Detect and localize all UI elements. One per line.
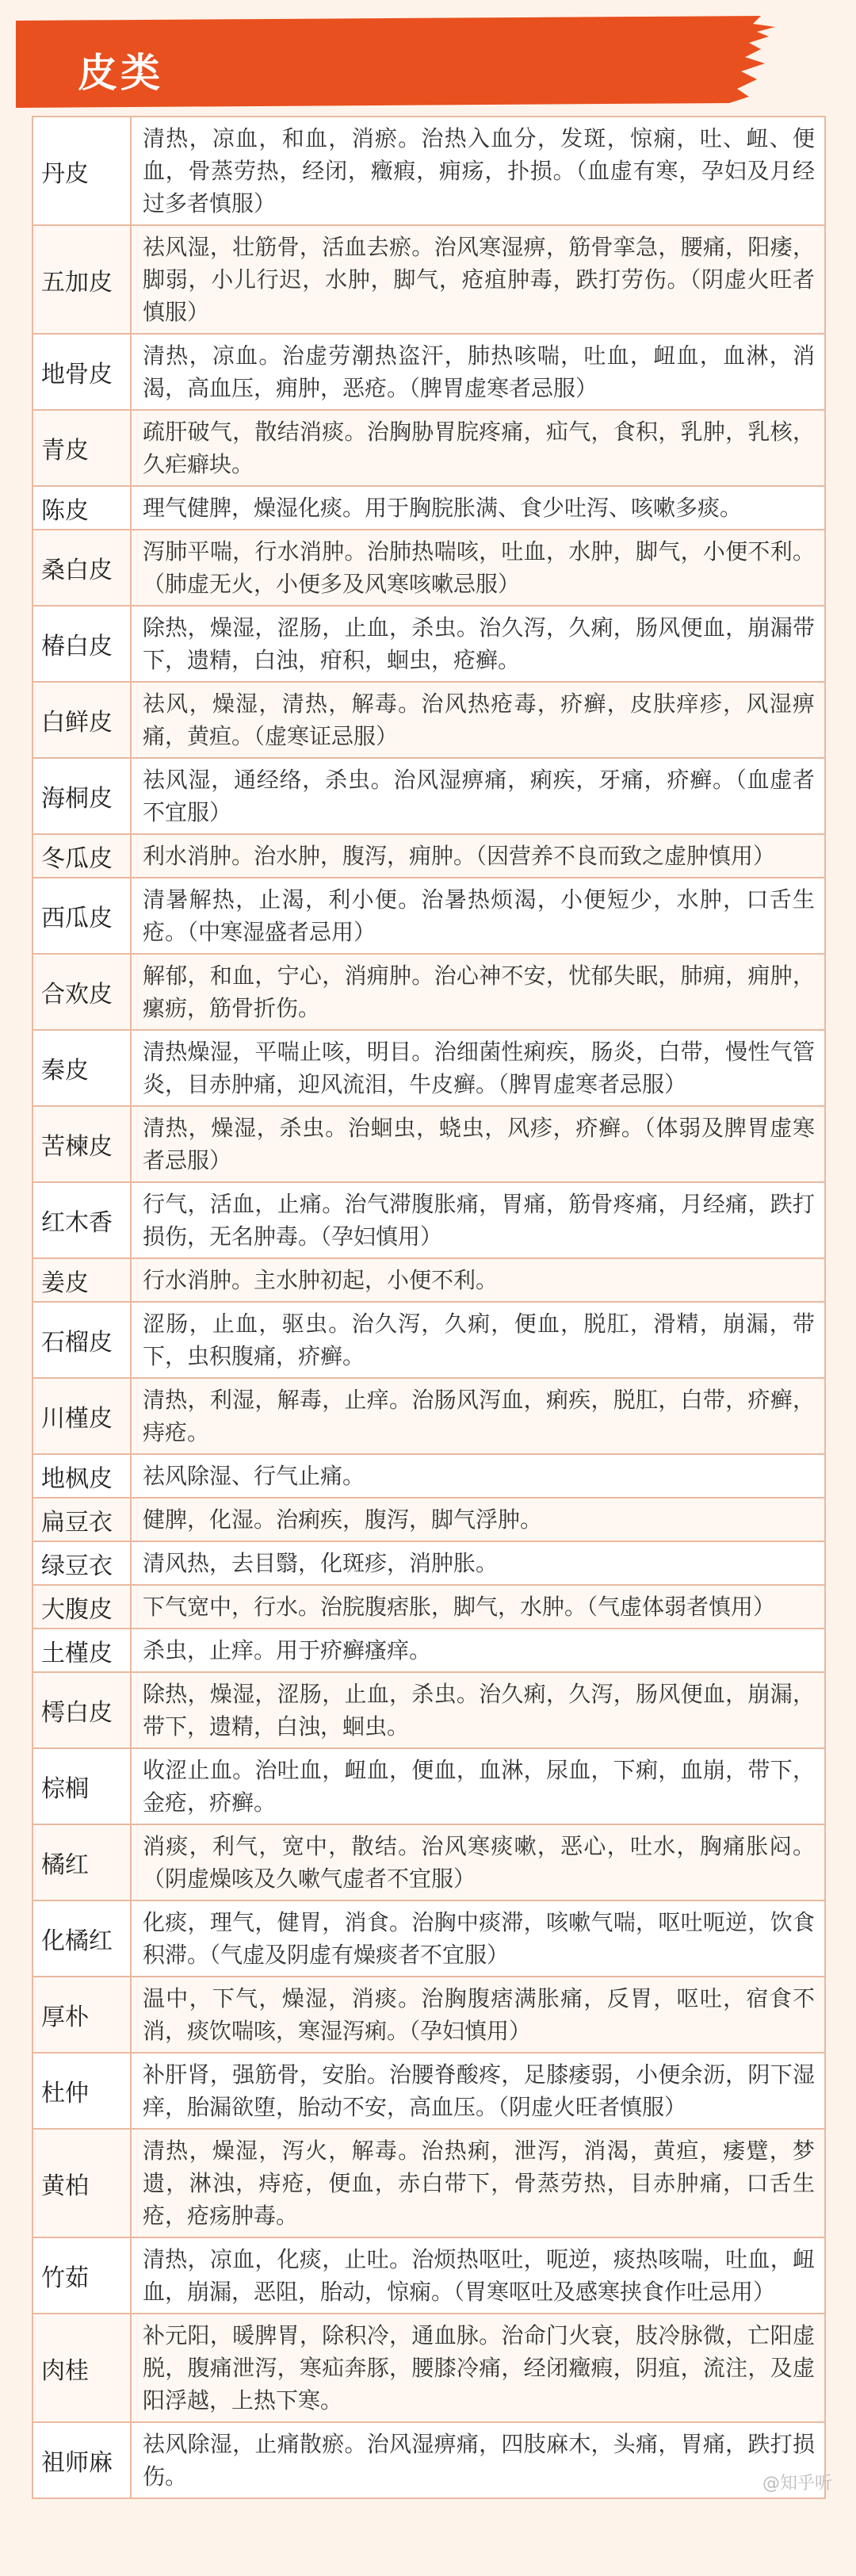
- herb-name: 竹茹: [33, 2238, 132, 2313]
- herb-description: 祛风湿，壮筋骨，活血去瘀。治风寒湿痹，筋骨挛急，腰痛，阳痿，脚弱，小儿行迟，水肿，脚气，疮疽肿毒，跌打劳伤。（阴虚火旺者慎服）: [143, 234, 815, 325]
- herb-name: 橘红: [33, 1825, 132, 1900]
- table-row: [32, 2238, 826, 2314]
- page: [0, 16, 856, 2499]
- herb-name: 五加皮: [33, 226, 132, 333]
- table-row: [32, 487, 826, 530]
- watermark: @知乎听: [762, 2474, 832, 2494]
- herb-description: 祛风湿，通经络，杀虫。治风湿痹痛，痢疾，牙痛，疥癣。（血虚者不宜服）: [143, 767, 815, 825]
- herb-description: 行水消肿。主水肿初起，小便不利。: [143, 1267, 499, 1293]
- herb-name: 扁豆衣: [33, 1499, 132, 1541]
- table-row: [32, 1673, 826, 1749]
- herb-description: 疏肝破气，散结消痰。治胸胁胃脘疼痛，疝气，食积，乳肿，乳核，久疟癖块。: [143, 419, 815, 477]
- herb-description: 化痰，理气，健胃，消食。治胸中痰滞，咳嗽气喘，呕吐呃逆，饮食积滞。（气虚及阴虚有燥痰者不宜服）: [143, 1909, 815, 1968]
- herb-description: 祛风除湿，止痛散瘀。治风湿痹痛，四肢麻木，头痛，胃痛，跌打损伤。: [143, 2431, 815, 2490]
- table-row: [32, 1901, 826, 1977]
- herb-name: 姜皮: [33, 1259, 132, 1301]
- herb-name: 樗白皮: [33, 1673, 132, 1747]
- herb-name: 椿白皮: [33, 607, 132, 681]
- herb-name: 冬瓜皮: [33, 835, 132, 877]
- herb-name: 祖师麻: [33, 2423, 132, 2498]
- herb-description: 泻肺平喘，行水消肿。治肺热喘咳，吐血，水肿，脚气，小便不利。（肺虚无火，小便多及风寒咳嗽忌服）: [143, 538, 815, 597]
- herb-name: 地骨皮: [33, 335, 132, 409]
- table-row: [32, 2054, 826, 2130]
- table-row: [32, 1379, 826, 1455]
- herb-description: 清热，凉血，化痰，止吐。治烦热呕吐，呃逆，痰热咳喘，吐血，衄血，崩漏，恶阻，胎动，惊痫。（胃寒呕吐及感寒挟食作吐忌用）: [143, 2246, 815, 2305]
- table-row: [32, 1107, 826, 1183]
- herb-description: 收涩止血。治吐血，衄血，便血，血淋，尿血，下痢，血崩，带下，金疮，疥癣。: [143, 1757, 815, 1816]
- table-row: [32, 955, 826, 1031]
- table-row: [32, 117, 826, 226]
- herb-description: 除热，燥湿，涩肠，止血，杀虫。治久泻，久痢，肠风便血，崩漏带下，遗精，白浊，疳积，蛔虫，疮癣。: [143, 614, 815, 673]
- table-row: [32, 530, 826, 607]
- herb-description: 清热，燥湿，杀虫。治蛔虫，蛲虫，风疹，疥癣。（体弱及脾胃虚寒者忌服）: [143, 1115, 815, 1173]
- table-row: [32, 1542, 826, 1586]
- herb-description: 温中，下气，燥湿，消痰。治胸腹痞满胀痛，反胃，呕吐，宿食不消，痰饮喘咳，寒湿泻痢。（孕妇慎用）: [143, 1985, 815, 2044]
- herb-name: 白鲜皮: [33, 683, 132, 757]
- herb-name: 黄柏: [33, 2130, 132, 2237]
- table-row: [32, 1749, 826, 1825]
- herb-name: 红木香: [33, 1183, 132, 1257]
- herb-description: 下气宽中，行水。治脘腹痞胀，脚气，水肿。（气虚体弱者慎用）: [143, 1594, 776, 1620]
- herb-name: 杜仲: [33, 2054, 132, 2128]
- herb-name: 地枫皮: [33, 1455, 132, 1497]
- table-row: [32, 1259, 826, 1303]
- table-row: [32, 1586, 826, 1629]
- herb-description: 清暑解热，止渴，利小便。治暑热烦渴，小便短少，水肿，口舌生疮。（中寒湿盛者忌用）: [143, 886, 815, 945]
- table-row: [32, 411, 826, 487]
- herb-name: 陈皮: [33, 487, 132, 529]
- herb-description: 消痰，利气，宽中，散结。治风寒痰嗽，恶心，吐水，胸痛胀闷。（阴虚燥咳及久嗽气虚者不宜服）: [143, 1833, 815, 1892]
- table-row: [32, 335, 826, 411]
- table-row: [32, 2130, 826, 2238]
- herb-description: 祛风除湿、行气止痛。: [143, 1463, 365, 1489]
- herb-description: 清风热，去目翳，化斑疹，消肿胀。: [143, 1550, 499, 1576]
- table-row: [32, 1455, 826, 1499]
- herb-name: 绿豆衣: [33, 1542, 132, 1584]
- herb-description: 理气健脾，燥湿化痰。用于胸脘胀满、食少吐泻、咳嗽多痰。: [143, 495, 743, 521]
- herb-name: 青皮: [33, 411, 132, 485]
- herb-description: 清热，燥湿，泻火，解毒。治热痢，泄泻，消渴，黄疸，痿躄，梦遗，淋浊，痔疮，便血，赤白带下，骨蒸劳热，目赤肿痛，口舌生疮，疮疡肿毒。: [143, 2138, 815, 2229]
- herb-description: 补元阳，暖脾胃，除积冷，通血脉。治命门火衰，肢冷脉微，亡阳虚脱，腹痛泄泻，寒疝奔豚，腰膝冷痛，经闭癥瘕，阴疽，流注，及虚阳浮越，上热下寒。: [143, 2322, 815, 2413]
- table-row: [32, 878, 826, 955]
- table-row: [32, 1499, 826, 1542]
- table-row: [32, 683, 826, 759]
- table-row: [32, 1825, 826, 1901]
- herb-name: 海桐皮: [33, 759, 132, 833]
- herb-name: 西瓜皮: [33, 878, 132, 953]
- herb-name: 化橘红: [33, 1901, 132, 1976]
- table-row: [32, 2423, 826, 2499]
- table-row: [32, 2314, 826, 2423]
- table-row: [32, 1031, 826, 1107]
- table-row: [32, 607, 826, 683]
- table-row: [32, 759, 826, 835]
- page-title: 皮类: [78, 50, 163, 96]
- header-banner: [16, 16, 856, 109]
- herb-description: 杀虫，止痒。用于疥癣瘙痒。: [143, 1637, 432, 1663]
- herb-description: 清热，凉血。治虚劳潮热盗汗，肺热咳喘，吐血，衄血，血淋，消渴，高血压，痈肿，恶疮。（脾胃虚寒者忌服）: [143, 343, 815, 401]
- herb-name: 秦皮: [33, 1031, 132, 1105]
- table-row: [32, 835, 826, 878]
- herb-name: 厚朴: [33, 1977, 132, 2052]
- herb-name: 苦楝皮: [33, 1107, 132, 1181]
- herb-name: 川槿皮: [33, 1379, 132, 1453]
- herb-description: 补肝肾，强筋骨，安胎。治腰脊酸疼，足膝痿弱，小便余沥，阴下湿痒，胎漏欲堕，胎动不安，高血压。（阴虚火旺者慎服）: [143, 2061, 815, 2120]
- herb-description: 行气，活血，止痛。治气滞腹胀痛，胃痛，筋骨疼痛，月经痛，跌打损伤，无名肿毒。（孕妇慎用）: [143, 1191, 815, 1250]
- herb-description: 祛风，燥湿，清热，解毒。治风热疮毒，疥癣，皮肤痒疹，风湿痹痛，黄疸。（虚寒证忌服）: [143, 691, 815, 749]
- herb-description: 涩肠，止血，驱虫。治久泻，久痢，便血，脱肛，滑精，崩漏，带下，虫积腹痛，疥癣。: [143, 1311, 815, 1369]
- herb-table: [32, 116, 826, 2499]
- herb-name: 石榴皮: [33, 1303, 132, 1377]
- table-row: [32, 226, 826, 335]
- herb-description: 利水消肿。治水肿，腹泻，痈肿。（因营养不良而致之虚肿慎用）: [143, 843, 776, 869]
- herb-description: 健脾，化湿。治痢疾，腹泻，脚气浮肿。: [143, 1506, 543, 1533]
- herb-description: 解郁，和血，宁心，消痈肿。治心神不安，忧郁失眠，肺痈，痈肿，瘰疬，筋骨折伤。: [143, 963, 815, 1021]
- herb-name: 土槿皮: [33, 1629, 132, 1671]
- herb-name: 棕榈: [33, 1749, 132, 1824]
- table-row: [32, 1977, 826, 2054]
- herb-description: 清热燥湿，平喘止咳，明目。治细菌性痢疾，肠炎，白带，慢性气管炎，目赤肿痛，迎风流泪，牛皮癣。（脾胃虚寒者忌服）: [143, 1039, 815, 1097]
- herb-description: 清热，利湿，解毒，止痒。治肠风泻血，痢疾，脱肛，白带，疥癣，痔疮。: [143, 1387, 815, 1445]
- table-row: [32, 1303, 826, 1379]
- herb-description: 除热，燥湿，涩肠，止血，杀虫。治久痢，久泻，肠风便血，崩漏，带下，遗精，白浊，蛔虫。: [143, 1681, 815, 1740]
- herb-name: 桑白皮: [33, 530, 132, 605]
- table-row: [32, 1183, 826, 1259]
- table-row: [32, 1629, 826, 1673]
- herb-name: 大腹皮: [33, 1586, 132, 1628]
- herb-name: 丹皮: [33, 117, 132, 224]
- herb-name: 肉桂: [33, 2314, 132, 2421]
- herb-description: 清热，凉血，和血，消瘀。治热入血分，发斑，惊痫，吐、衄、便血，骨蒸劳热，经闭，癥瘕，痈疡，扑损。（血虚有寒，孕妇及月经过多者慎服）: [143, 125, 815, 216]
- herb-name: 合欢皮: [33, 955, 132, 1029]
